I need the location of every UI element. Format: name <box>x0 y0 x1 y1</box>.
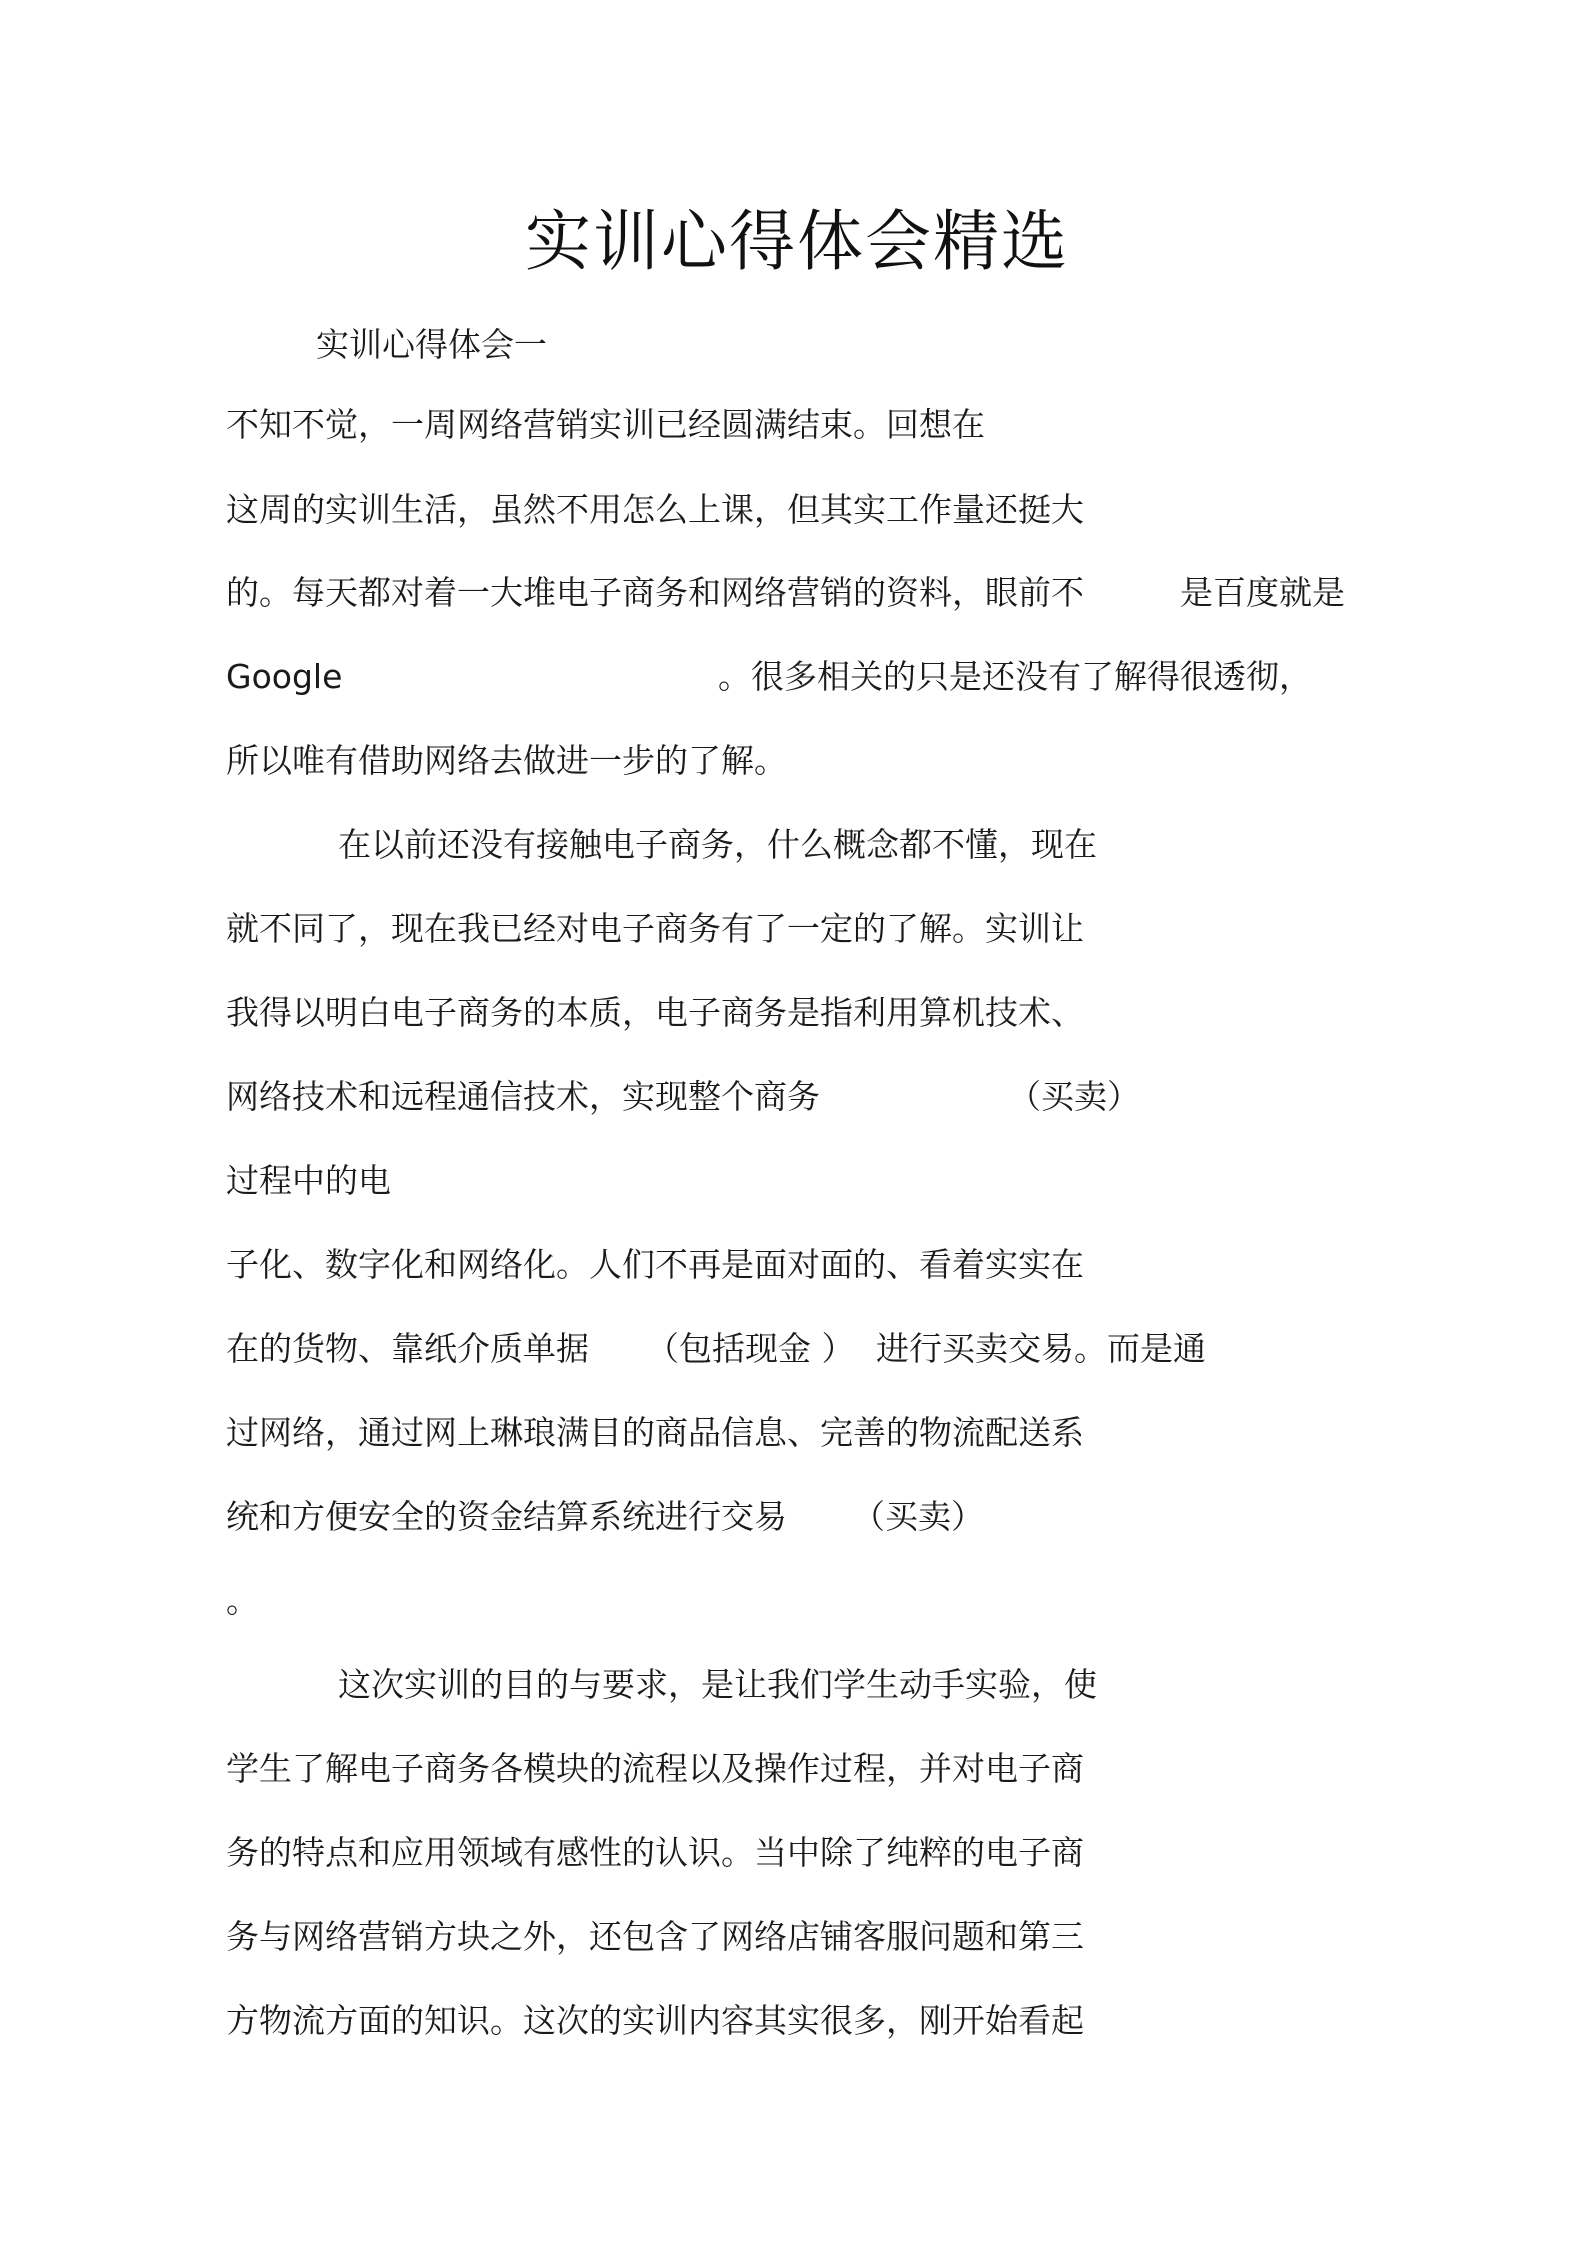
line-segment: 的。每天都对着一大堆电子商务和网络营销的资料，眼前不 <box>226 573 1084 612</box>
line-segment: 网络技术和远程通信技术，实现整个商务 <box>226 1077 820 1116</box>
section-heading: 实训心得体会一 <box>316 325 547 364</box>
line-segment: Google <box>226 657 343 696</box>
line-segment: 统和方便安全的资金结算系统进行交易 <box>226 1497 787 1536</box>
paragraph-line: 这次实训的目的与要求，是让我们学生动手实验，使 <box>338 1665 1097 1704</box>
paragraph-line: 。 <box>226 1581 259 1620</box>
paragraph-line: 务的特点和应用领域有感性的认识。当中除了纯粹的电子商 <box>226 1833 1084 1872</box>
paragraph-line: 方物流方面的知识。这次的实训内容其实很多，刚开始看起 <box>226 2001 1084 2040</box>
paragraph-line: 过程中的电 <box>226 1161 391 1200</box>
line-segment: （包括现金 ） <box>646 1329 855 1368</box>
line-segment: 是百度就是 <box>1180 573 1345 612</box>
paragraph-line: 学生了解电子商务各模块的流程以及操作过程，并对电子商 <box>226 1749 1084 1788</box>
paragraph-line: 就不同了，现在我已经对电子商务有了一定的了解。实训让 <box>226 909 1084 948</box>
line-segment: 进行买卖交易。而是通 <box>876 1329 1206 1368</box>
paragraph-line: 所以唯有借助网络去做进一步的了解。 <box>226 741 787 780</box>
paragraph-line: 这周的实训生活，虽然不用怎么上课，但其实工作量还挺大 <box>226 490 1084 529</box>
paragraph-line: 子化、数字化和网络化。人们不再是面对面的、看着实实在 <box>226 1245 1084 1284</box>
line-segment: 在的货物、靠纸介质单据 <box>226 1329 589 1368</box>
paragraph-line: 不知不觉，一周网络营销实训已经圆满结束。回想在 <box>226 405 985 444</box>
paragraph-line: 过网络，通过网上琳琅满目的商品信息、完善的物流配送系 <box>226 1413 1084 1452</box>
line-segment: 。很多相关的只是还没有了解得很透彻， <box>718 657 1312 696</box>
line-segment: （买卖） <box>852 1497 984 1536</box>
line-segment: （买卖） <box>1008 1077 1140 1116</box>
paragraph-line: 在以前还没有接触电子商务，什么概念都不懂，现在 <box>338 825 1097 864</box>
document-title: 实训心得体会精选 <box>525 203 1069 280</box>
paragraph-line: 务与网络营销方块之外，还包含了网络店铺客服问题和第三 <box>226 1917 1084 1956</box>
paragraph-line: 我得以明白电子商务的本质，电子商务是指利用算机技术、 <box>226 993 1084 1032</box>
